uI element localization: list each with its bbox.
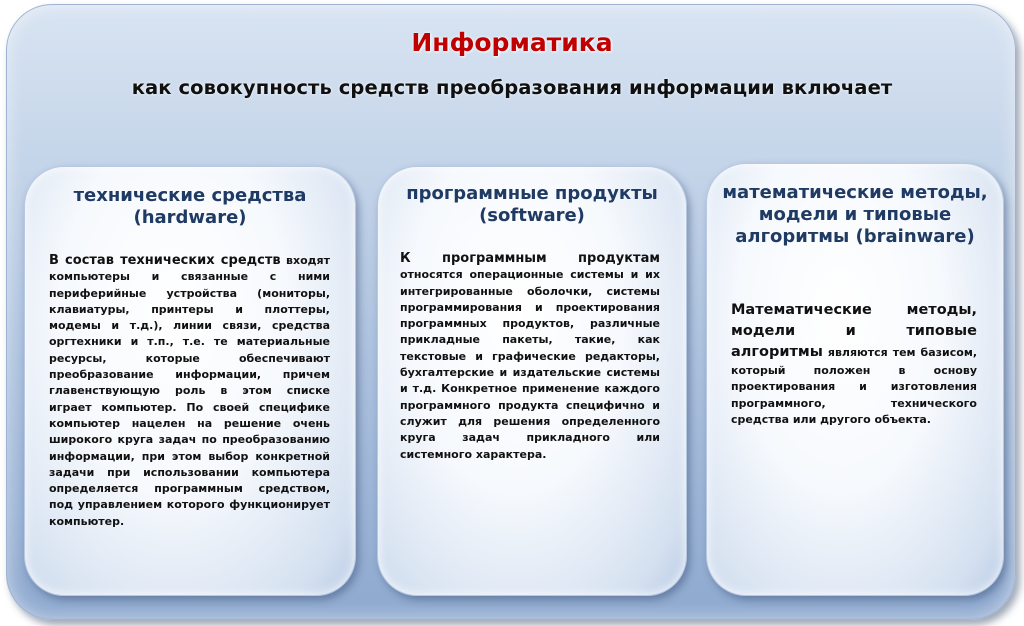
card-brainware-body: являются тем базисом, который положен в основу проектирования и изготовления программного, технического средства или другого объекта. <box>731 346 977 426</box>
card-brainware <box>706 163 1004 596</box>
card-hardware-heading: технические средства (hardware) <box>73 185 307 228</box>
page-title: Информатика <box>411 28 613 57</box>
card-brainware-lead: Математические методы, модели и типовые алгоритмы <box>731 302 977 360</box>
page-subtitle: как совокупность средств преобразования информации включает <box>131 76 893 99</box>
card-software-heading: программные продукты (software) <box>406 183 658 226</box>
card-hardware-text <box>49 253 330 530</box>
card-brainware-text <box>731 300 977 428</box>
card-hardware-lead: В состав технических средств <box>49 253 281 268</box>
card-hardware-body: входят компьютеры и связанные с ними периферийные устройства (мониторы, клавиатуры, принтеры и плоттеры, модемы и т.д.), линии связи, средства оргтехники и т.п., т.е. те материальные ресурсы, которые обеспечивают преобразование информации, причем главенствующую роль в этом списке играет компьютер. По своей специфике компьютер нацелен на решение очень широкого круга задач по преобразованию информации, при этом выбор конкретной задачи при использовании компьютера определяется программным средством, под управлением которого функционирует компьютер. <box>49 254 330 528</box>
card-software-body: относятся операционные системы и их интегрированные оболочки, системы программирования и проектирования программных продуктов, различные прикладные пакеты, такие, как текстовые и графические редакторы, бухгалтерские и издательские системы и т.д. Конкретное применение каждого программного продукта специфично и служит для решения определенного круга задач прикладного или системного характера. <box>400 268 660 461</box>
card-hardware <box>24 166 356 596</box>
card-software-text <box>400 251 660 463</box>
card-software-lead: К программным продуктам <box>400 251 660 266</box>
card-brainware-heading: математические методы, модели и типовые алгоритмы (brainware) <box>722 182 988 247</box>
card-software <box>377 166 687 596</box>
